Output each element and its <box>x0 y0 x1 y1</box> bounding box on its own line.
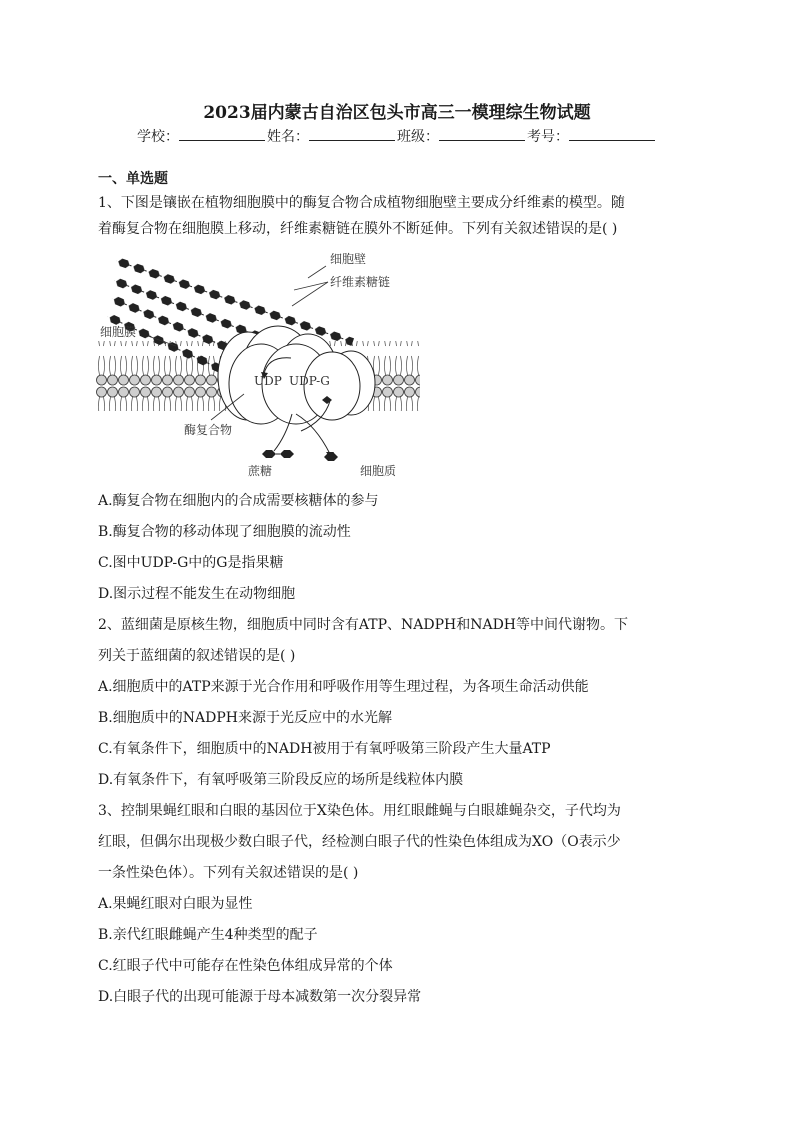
q1-stem-line2: 着酶复合物在细胞膜上移动，纤维素糖链在膜外不断延伸。下列有关叙述错误的是( ) <box>98 221 618 237</box>
q2-stem-line2: 列关于蓝细菌的叙述错误的是( ) <box>98 648 296 664</box>
exam-no-label: 考号： <box>527 129 569 145</box>
school-blank[interactable] <box>179 126 265 141</box>
q3-stem-line3: 一条性染色体）。下列有关叙述错误的是( ) <box>98 865 359 881</box>
school-label: 学校： <box>137 129 179 145</box>
label-cell-wall: 细胞壁 <box>330 252 367 266</box>
q3-option-c[interactable]: C.红眼子代中可能存在性染色体组成异常的个体 <box>98 958 393 974</box>
q1-stem-line1: 1、下图是镶嵌在植物细胞膜中的酶复合物合成植物细胞壁主要成分纤维素的模型。随 <box>98 195 625 211</box>
q2-option-c[interactable]: C.有氧条件下，细胞质中的NADH被用于有氧呼吸第三阶段产生大量ATP <box>98 741 551 757</box>
q1-option-d[interactable]: D.图示过程不能发生在动物细胞 <box>98 586 296 602</box>
label-udpg: UDP-G <box>289 374 330 388</box>
q1-option-b[interactable]: B.酶复合物的移动体现了细胞膜的流动性 <box>98 524 351 540</box>
student-info-row <box>0 126 794 146</box>
label-sucrose: 蔗糖 <box>248 464 273 478</box>
q2-stem-line1: 2、蓝细菌是原核生物，细胞质中同时含有ATP、NADPH和NADH等中间代谢物。下 <box>98 617 629 633</box>
name-blank[interactable] <box>309 126 395 141</box>
q3-option-a[interactable]: A.果蝇红眼对白眼为显性 <box>98 896 253 912</box>
q2-option-a[interactable]: A.细胞质中的ATP来源于光合作用和呼吸作用等生理过程，为各项生命活动供能 <box>98 679 589 695</box>
label-udp: UDP <box>254 374 282 388</box>
exam-no-blank[interactable] <box>569 126 655 141</box>
class-blank[interactable] <box>439 126 525 141</box>
label-enzyme: 酶复合物 <box>184 423 233 437</box>
label-cytoplasm: 细胞质 <box>360 464 397 478</box>
fructose-molecule <box>324 453 338 461</box>
q3-stem-line2: 红眼，但偶尔出现极少数白眼子代，经检测白眼子代的性染色体组成为XO（O表示少 <box>98 834 621 850</box>
label-cellulose: 纤维素糖链 <box>330 275 391 289</box>
q2-option-d[interactable]: D.有氧条件下，有氧呼吸第三阶段反应的场所是线粒体内膜 <box>98 772 464 788</box>
q1-figure <box>96 246 426 478</box>
q3-option-b[interactable]: B.亲代红眼雌蝇产生4种类型的配子 <box>98 927 318 943</box>
name-label: 姓名： <box>267 129 309 145</box>
page-title: 2023届内蒙古自治区包头市高三一模理综生物试题 <box>203 103 591 123</box>
sucrose-molecule <box>262 450 294 458</box>
q3-option-d[interactable]: D.白眼子代的出现可能源于母本减数第一次分裂异常 <box>98 989 422 1005</box>
q1-option-a[interactable]: A.酶复合物在细胞内的合成需要核糖体的参与 <box>98 493 379 509</box>
section-heading: 一、单选题 <box>98 171 168 187</box>
q3-stem-line1: 3、控制果蝇红眼和白眼的基因位于X染色体。用红眼雌蝇与白眼雄蝇杂交，子代均为 <box>98 803 621 819</box>
q2-option-b[interactable]: B.细胞质中的NADPH来源于光反应中的水光解 <box>98 710 392 726</box>
class-label: 班级： <box>397 129 439 145</box>
q1-option-c[interactable]: C.图中UDP-G中的G是指果糖 <box>98 555 284 571</box>
label-membrane: 细胞膜 <box>100 325 137 339</box>
